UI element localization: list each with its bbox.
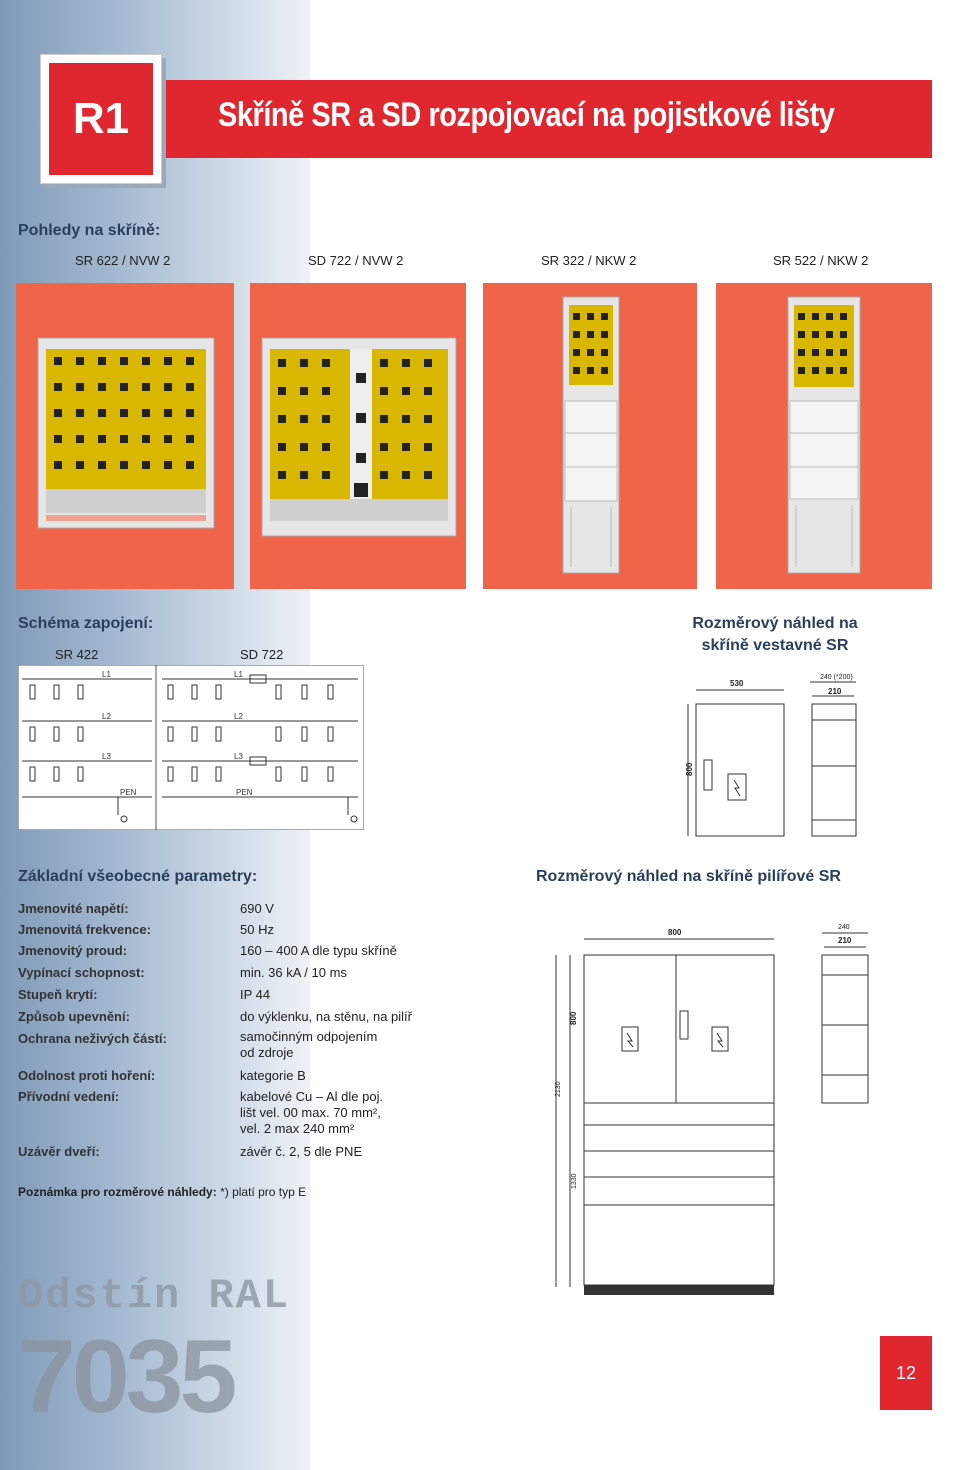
dimension-note: [18, 1185, 306, 1199]
schema-right-l2: L2: [234, 712, 243, 721]
dim-vestavne-drawing: [672, 668, 872, 848]
photo-sr322: [483, 283, 697, 589]
param-value-voltage: 690 V: [240, 901, 274, 916]
dim-pilirove-drawing: [540, 915, 880, 1310]
page-title: Skříně SR a SD rozpojovací na pojistkové lišty: [218, 96, 835, 134]
photo-sr622: [16, 283, 234, 589]
param-label-current: Jmenovitý proud:: [18, 943, 128, 958]
param-value-supply-3: vel. 2 max 240 mm²: [240, 1121, 355, 1136]
cabinet-sd722-image: [250, 283, 466, 589]
dim-pilirove-title: Rozměrový náhled na skříně pilířové SR: [536, 868, 841, 885]
cabinet-sr322-image: [483, 283, 697, 589]
dimension-note-text: *) platí pro typ E: [216, 1185, 307, 1199]
param-value-breaking: min. 36 kA / 10 ms: [240, 965, 347, 980]
dim-pilirove-height-upper: 800: [569, 1011, 578, 1025]
schema-title: Schéma zapojení:: [18, 615, 154, 632]
view-label-1: SR 622 / NVW 2: [75, 253, 171, 268]
param-label-supply: Přívodní vedení:: [18, 1089, 120, 1104]
dim-vestavne-title-2: skříně vestavné SR: [701, 637, 849, 654]
schema-right-l1: L1: [234, 670, 243, 679]
schema-right-pen: PEN: [236, 788, 253, 797]
param-label-breaking: Vypínací schopnost:: [18, 965, 145, 980]
cabinet-sr522-image: [716, 283, 932, 589]
dim-pilirove-depth: 210: [838, 936, 852, 945]
schema-left-pen: PEN: [120, 788, 137, 797]
dim-vestavne-width: 530: [730, 679, 744, 688]
schema-label-sd722: SD 722: [240, 647, 284, 662]
param-label-frequency: Jmenovitá frekvence:: [18, 922, 151, 937]
photo-sd722: [250, 283, 466, 589]
page-number: 12: [880, 1336, 932, 1410]
dim-vestavne-title-1: Rozměrový náhled na: [692, 615, 858, 632]
dim-vestavne-depth: 210: [828, 687, 842, 696]
param-label-fire: Odolnost proti hoření:: [18, 1068, 156, 1083]
dim-pilirove-depth-top: 240: [838, 924, 850, 931]
params-title: Základní všeobecné parametry:: [18, 868, 258, 885]
param-label-voltage: Jmenovité napětí:: [18, 901, 129, 916]
schema-left-l2: L2: [102, 712, 111, 721]
schema-left-l1: L1: [102, 670, 111, 679]
param-value-protection: samočinným odpojením: [240, 1029, 378, 1044]
param-label-lock: Uzávěr dveří:: [18, 1144, 100, 1159]
dimension-note-bold: Poznámka pro rozměrové náhledy:: [18, 1185, 217, 1199]
cabinet-sr622-image: [16, 283, 234, 589]
views-title: Pohledy na skříně:: [18, 222, 161, 239]
section-badge-label: R1: [49, 63, 153, 175]
param-value-supply-2: lišt vel. 00 max. 70 mm²,: [240, 1105, 381, 1120]
dim-vestavne-depth-top: 240 (*200): [820, 674, 853, 681]
section-badge: [40, 54, 162, 184]
wiring-diagram: [18, 665, 364, 830]
param-value-lock: závěr č. 2, 5 dle PNE: [240, 1144, 363, 1159]
param-label-ip: Stupeň krytí:: [18, 987, 98, 1002]
param-value-frequency: 50 Hz: [240, 922, 274, 937]
view-label-3: SR 322 / NKW 2: [541, 253, 637, 268]
param-label-mounting: Způsob upevnění:: [18, 1009, 130, 1024]
schema-label-sr422: SR 422: [55, 647, 99, 662]
dim-pilirove-width: 800: [668, 928, 682, 937]
param-value-mounting: do výklenku, na stěnu, na pilíř: [240, 1009, 412, 1024]
schema-left-l3: L3: [102, 752, 111, 761]
param-value-protection-2: od zdroje: [240, 1045, 294, 1060]
param-value-fire: kategorie B: [240, 1068, 306, 1083]
ral-number: 7035: [18, 1319, 234, 1435]
param-label-protection: Ochrana neživých částí:: [18, 1031, 167, 1046]
dim-vestavne-height: 800: [685, 762, 694, 776]
dim-pilirove-height-lower: 1330: [571, 1173, 578, 1189]
view-label-4: SR 522 / NKW 2: [773, 253, 869, 268]
photo-sr522: [716, 283, 932, 589]
schema-right-l3: L3: [234, 752, 243, 761]
param-value-current: 160 – 400 A dle typu skříně: [240, 943, 397, 958]
param-value-ip: IP 44: [240, 987, 271, 1002]
ral-label: Odstín RAL: [18, 1272, 291, 1320]
view-label-2: SD 722 / NVW 2: [308, 253, 404, 268]
param-value-supply: kabelové Cu – Al dle poj.: [240, 1089, 384, 1104]
dim-pilirove-height-total: 2130: [555, 1081, 562, 1097]
